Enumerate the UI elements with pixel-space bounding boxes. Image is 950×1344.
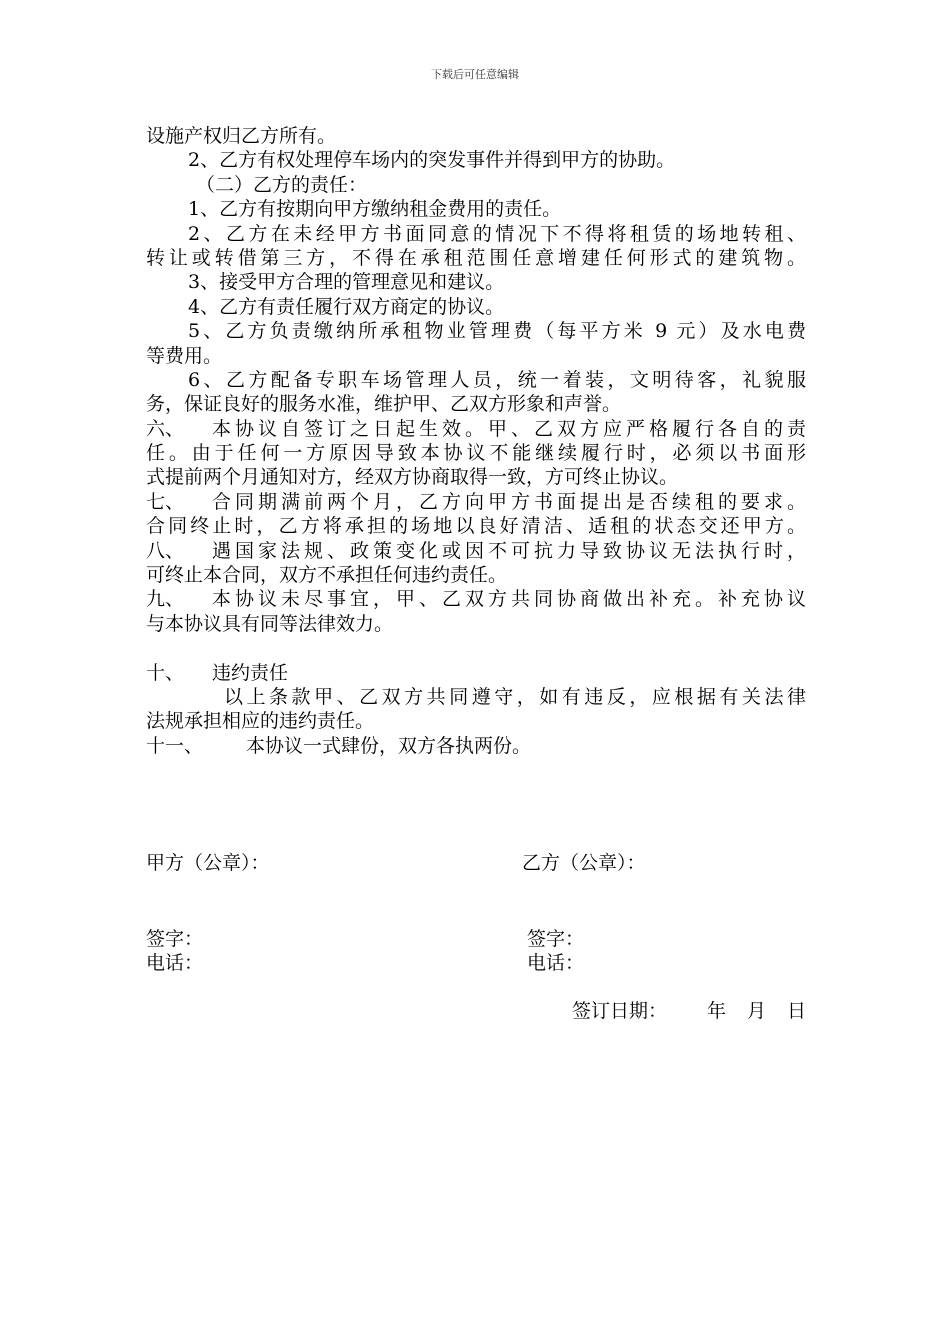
body-line: 遇国家法规、政策变化或因不可抗力导致协议无法执行时， xyxy=(212,539,806,562)
body-line: 式提前两个月通知对方，经双方协商取得一致，方可终止协议。 xyxy=(146,466,679,489)
body-line: 等费用。 xyxy=(146,344,223,367)
date-day: 日 xyxy=(787,1000,807,1022)
body-line: 以上条款甲、乙双方共同遵守，如有违反，应根据有关法律 xyxy=(224,685,806,708)
body-line: 务，保证良好的服务水准，维护甲、乙双方形象和声誉。 xyxy=(146,393,622,416)
section-ten xyxy=(146,661,806,685)
page-header: 下载后可任意编辑 xyxy=(431,68,519,81)
party-a-sign-label: 签字： xyxy=(146,928,204,950)
section-eight xyxy=(146,539,806,563)
body-line: 合同期满前两个月，乙方向甲方书面提出是否续租的要求。 xyxy=(212,490,806,513)
contract-body xyxy=(146,124,806,758)
section-number: 七、 xyxy=(146,490,185,513)
body-line: 设施产权归乙方所有。 xyxy=(146,125,337,147)
body-line: 本协议自签订之日起生效。甲、乙双方应严格履行各自的责 xyxy=(212,417,806,440)
body-line: 合同终止时，乙方将承担的场地以良好清洁、适租的状态交还甲方。 xyxy=(146,515,806,538)
section-eleven xyxy=(146,734,806,758)
section-nine xyxy=(146,587,806,611)
body-line: 本协议未尽事宜，甲、乙双方共同协商做出补充。补充协议 xyxy=(212,588,806,611)
body-line: 2、乙方在未经甲方书面同意的情况下不得将租赁的场地转租、 xyxy=(188,222,806,245)
section-number: 十、 xyxy=(146,661,185,684)
section-six xyxy=(146,417,806,441)
body-line: 4、乙方有责任履行双方商定的协议。 xyxy=(188,295,505,318)
section-number: 十一、 xyxy=(146,734,204,757)
section-number: 九、 xyxy=(146,588,185,611)
body-line: 3、接受甲方合理的管理意见和建议。 xyxy=(188,271,505,294)
body-line: 可终止本合同，双方不承担任何违约责任。 xyxy=(146,564,508,587)
body-line: 本协议一式肆份，双方各执两份。 xyxy=(246,734,532,757)
section-title: 违约责任 xyxy=(212,661,289,684)
subsection-heading: （二）乙方的责任： xyxy=(196,173,368,196)
body-line: 5、乙方负责缴纳所承租物业管理费（每平方米 9 元）及水电费 xyxy=(188,320,806,343)
body-line: 法规承担相应的违约责任。 xyxy=(146,710,375,733)
party-a-seal-label: 甲方（公章）： xyxy=(146,852,270,874)
body-line: 2、乙方有权处理停车场内的突发事件并得到甲方的协助。 xyxy=(188,149,676,172)
body-line: 转让或转借第三方，不得在承租范围任意增建任何形式的建筑物。 xyxy=(146,246,806,269)
party-b-sign-label: 签字： xyxy=(527,928,585,950)
body-line: 1、乙方有按期向甲方缴纳租金费用的责任。 xyxy=(188,198,562,221)
sign-date-label: 签订日期： xyxy=(572,1000,668,1022)
section-number: 八、 xyxy=(146,539,185,562)
section-number: 六、 xyxy=(146,417,185,440)
body-line: 与本协议具有同等法律效力。 xyxy=(146,612,394,635)
section-seven xyxy=(146,490,806,514)
party-a-phone-label: 电话： xyxy=(146,952,204,974)
party-b-seal-label: 乙方（公章）： xyxy=(522,852,646,874)
body-line: 任。由于任何一方原因导致本协议不能继续履行时，必须以书面形 xyxy=(146,442,806,465)
date-month: 月 xyxy=(747,1000,767,1022)
date-year: 年 xyxy=(707,1000,727,1022)
party-b-phone-label: 电话： xyxy=(527,952,585,974)
body-line: 6、乙方配备专职车场管理人员，统一着装，文明待客，礼貌服 xyxy=(188,368,806,391)
